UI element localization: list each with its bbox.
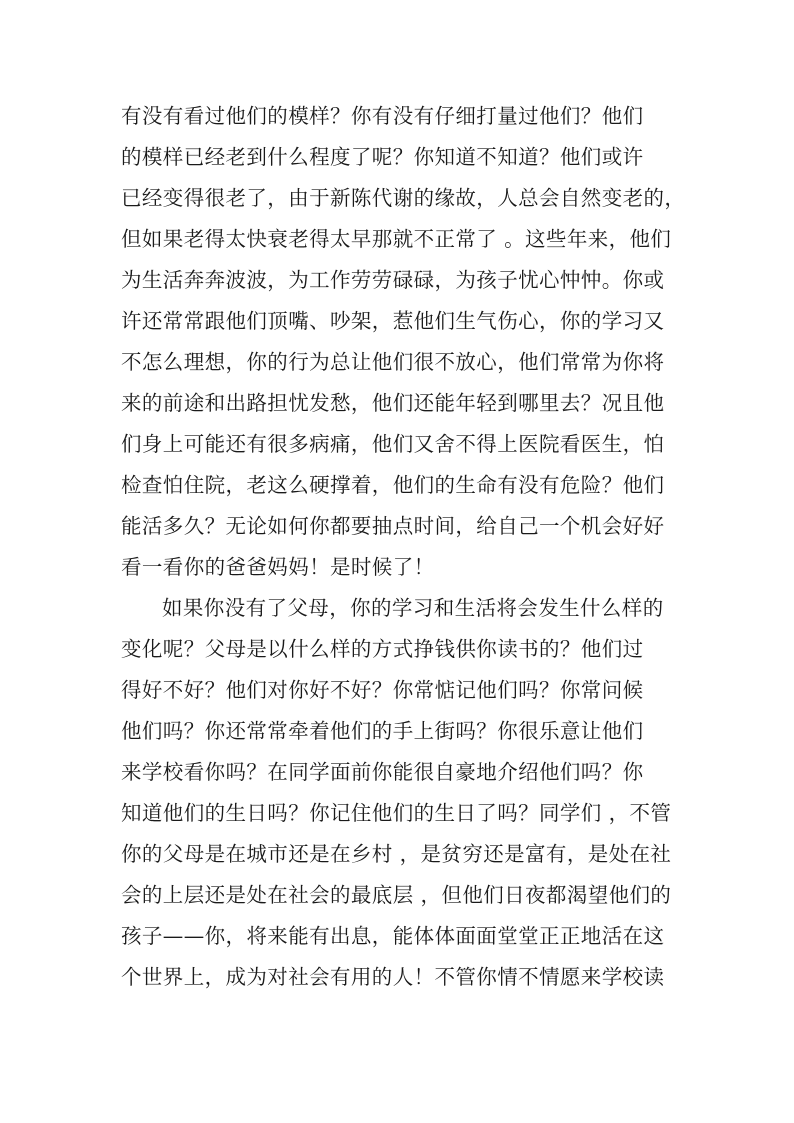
text-line: 看一看你的爸爸妈妈！是时候了！: [121, 555, 435, 579]
text-line: 孩子——你，将来能有出息，能体体面面堂堂正正地活在这: [121, 924, 665, 948]
text-line: 的模样已经老到什么程度了呢？你知道不知道？他们或许: [121, 145, 644, 169]
text-line: 来学校看你吗？在同学面前你能很自豪地介绍他们吗？你: [121, 760, 644, 784]
text-line: 但如果老得太快衰老得太早那就不正常了 。这些年来，他们: [121, 227, 672, 251]
text-line: 为生活奔奔波波，为工作劳劳碌碌，为孩子忧心忡忡。你或: [121, 268, 665, 292]
text-line: 们身上可能还有很多病痛，他们又舍不得上医院看医生，怕: [121, 432, 665, 456]
paragraph-2: [121, 588, 681, 998]
text-line: 你的父母是在城市还是在乡村 ，是贫穷还是富有，是处在社: [121, 842, 672, 866]
text-line: 能活多久？无论如何你都要抽点时间，给自己一个机会好好: [121, 514, 665, 538]
text-line: 有没有看过他们的模样？你有没有仔细打量过他们？他们: [121, 104, 644, 128]
text-line: 来的前途和出路担忧发愁，他们还能年轻到哪里去？况且他: [121, 391, 665, 415]
body-text: [121, 96, 686, 998]
text-line: 会的上层还是处在社会的最底层 ，但他们日夜都渴望他们的: [121, 883, 672, 907]
paragraph-1: [121, 96, 686, 588]
text-line: 不怎么理想，你的行为总让他们很不放心，他们常常为你将: [121, 350, 665, 374]
text-line: 许还常常跟他们顶嘴、吵架，惹他们生气伤心，你的学习又: [121, 309, 665, 333]
text-line: 检查怕住院，老这么硬撑着，他们的生命有没有危险？他们: [121, 473, 665, 497]
text-line: 如果你没有了父母，你的学习和生活将会发生什么样的: [162, 596, 664, 620]
text-line: 知道他们的生日吗？你记住他们的生日了吗？同学们 ，不管: [121, 801, 672, 825]
text-line: 得好不好？他们对你好不好？你常惦记他们吗？你常问候: [121, 678, 644, 702]
text-line: 个世界上，成为对社会有用的人！不管你情不情愿来学校读: [121, 965, 665, 989]
text-line: 已经变得很老了，由于新陈代谢的缘故，人总会自然变老的，: [121, 186, 686, 210]
text-line: 变化呢？父母是以什么样的方式挣钱供你读书的？他们过: [121, 637, 644, 661]
text-line: 他们吗？你还常常牵着他们的手上街吗？你很乐意让他们: [121, 719, 644, 743]
